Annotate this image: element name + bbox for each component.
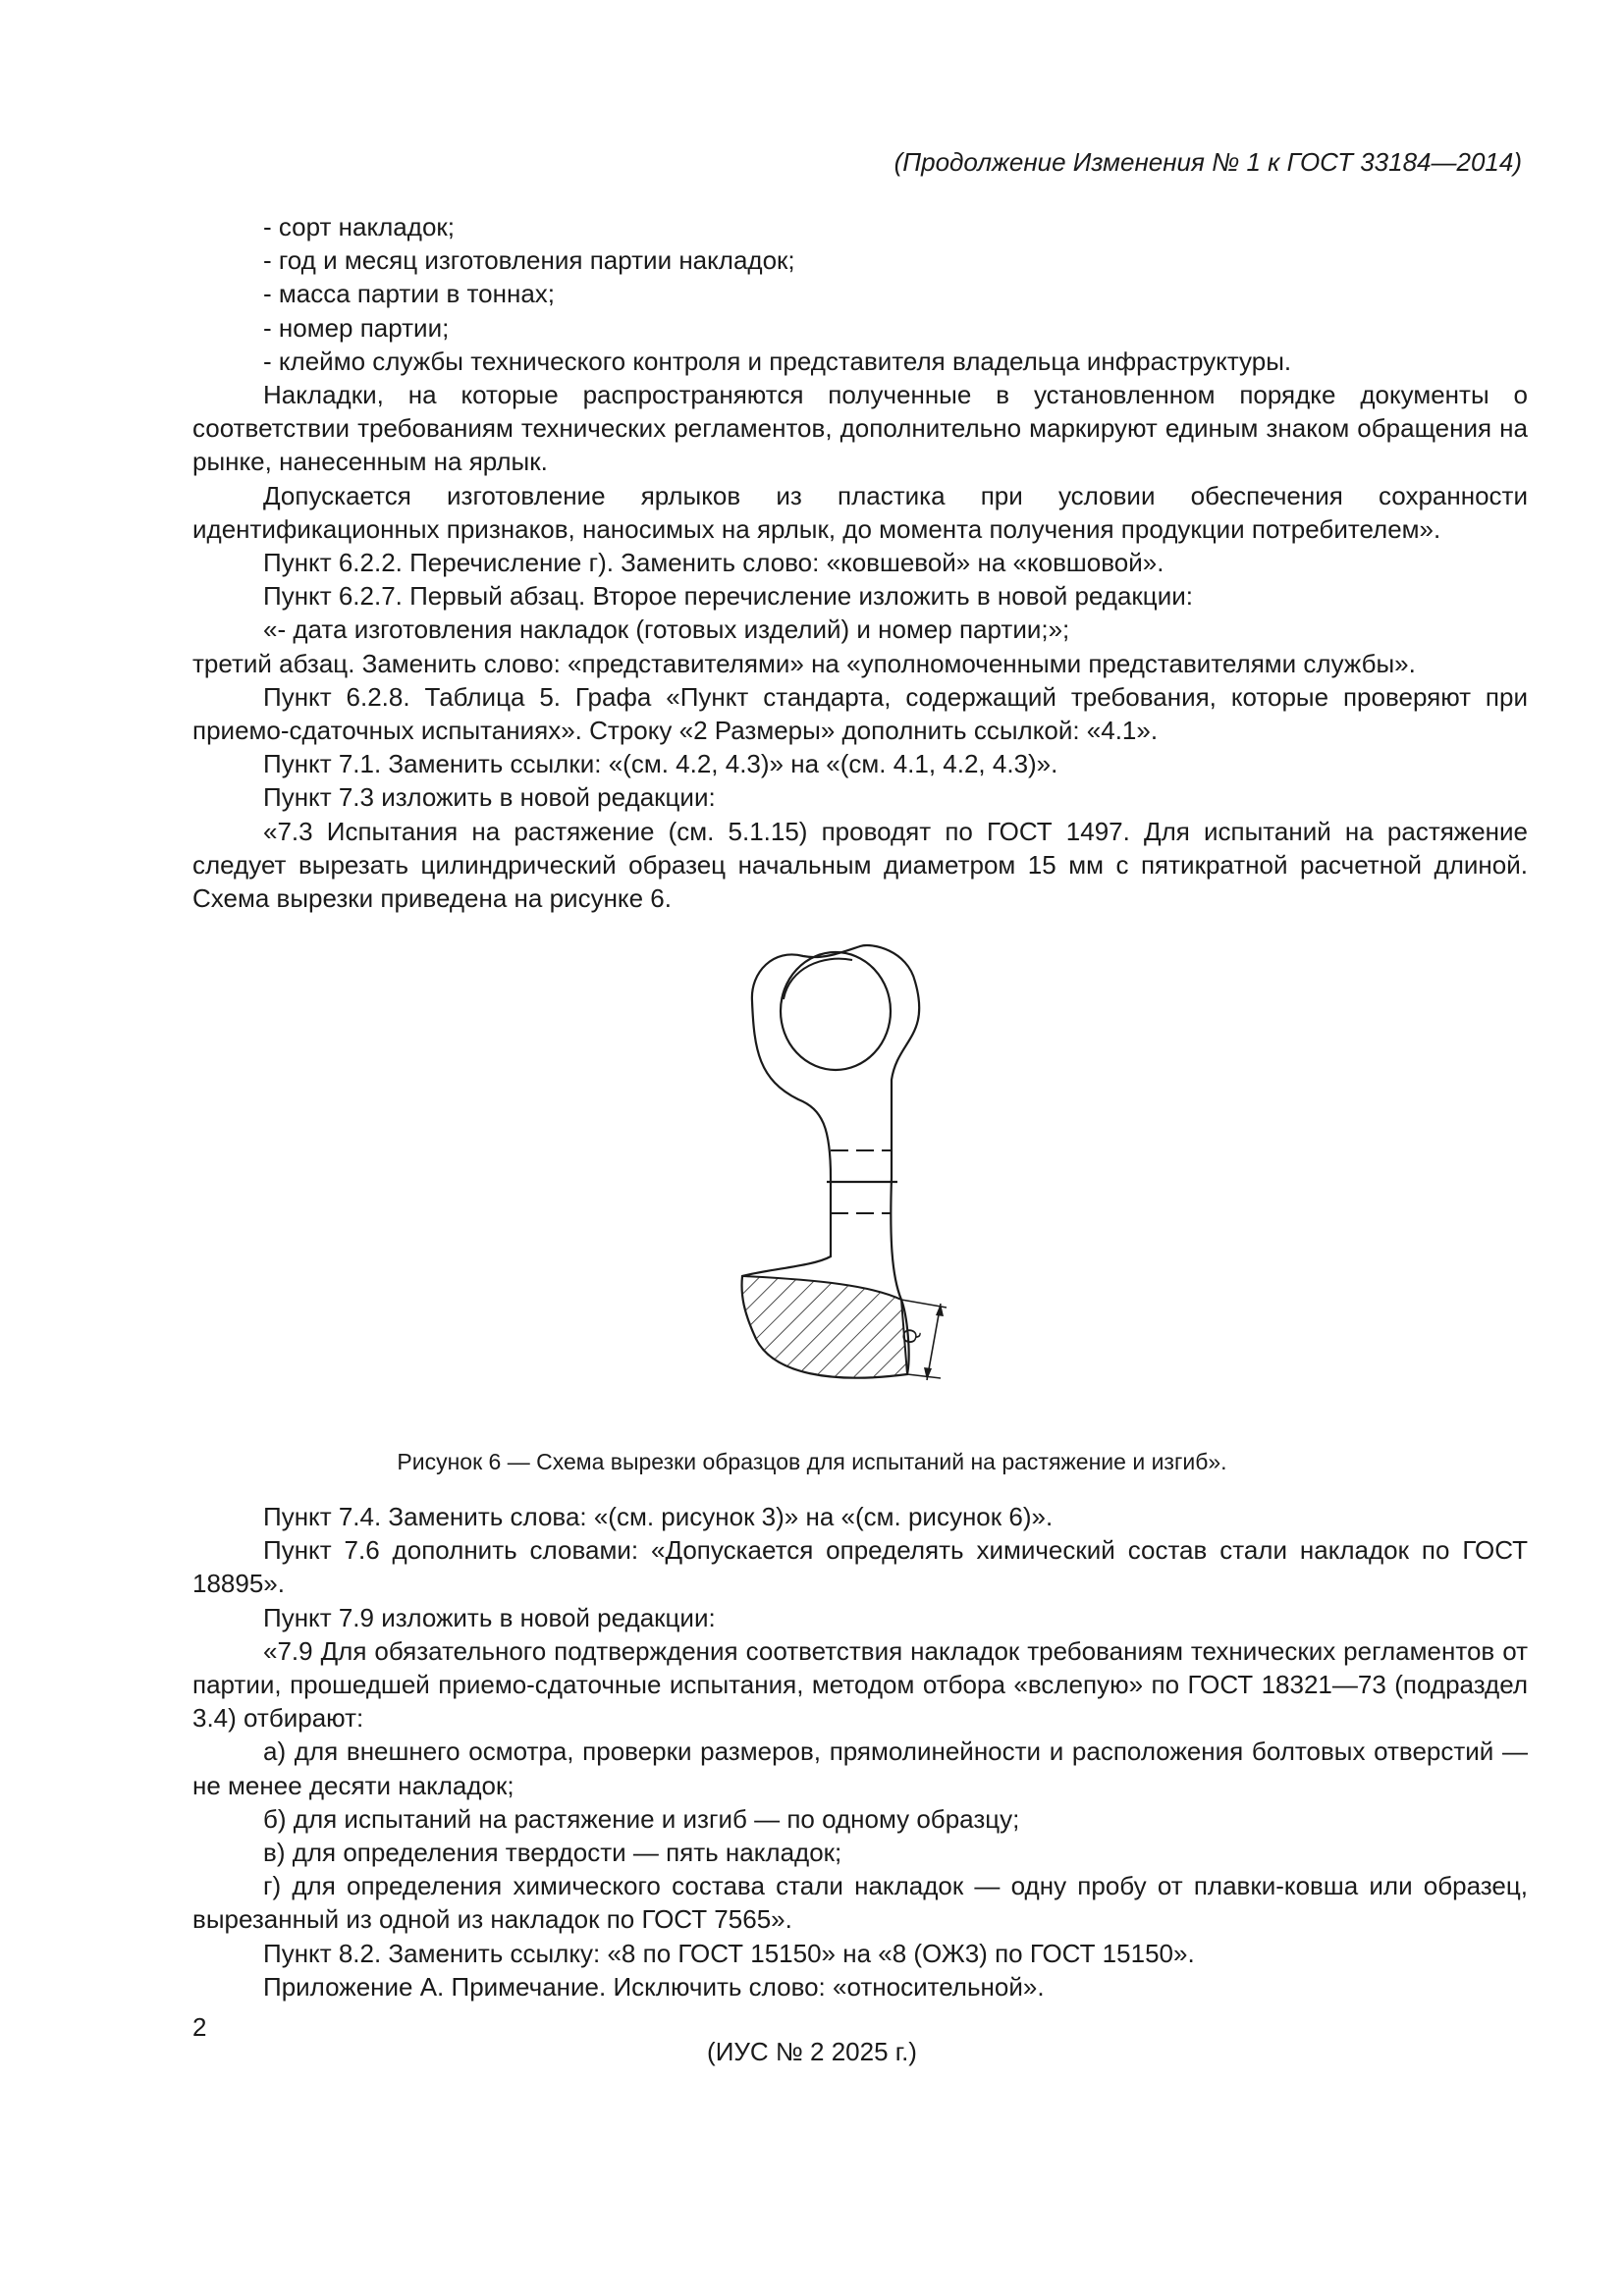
paragraph: «7.3 Испытания на растяжение (см. 5.1.15) проводят по ГОСТ 1497. Для испытаний на растяжение следует вырезать цилиндрический образец начальным диаметром 15 мм с пятикратной расчетной длиной. Схема вырезки приведена на рисунке 6. <box>192 816 1528 914</box>
paragraph: «- дата изготовления накладок (готовых изделий) и номер партии;»; <box>263 614 1070 645</box>
paragraph: г) для определения химического состава стали накладок — одну пробу от плавки-ковша или образец, вырезанный из одной из накладок по ГОСТ 7565». <box>192 1871 1528 1935</box>
paragraph: - клеймо службы технического контроля и представителя владельца инфраструктуры. <box>263 346 1292 376</box>
figure-6-cutting-scheme <box>705 942 1000 1414</box>
paragraph: Пункт 6.2.7. Первый абзац. Второе перечисление изложить в новой редакции: <box>263 581 1193 612</box>
ius-reference: (ИУС № 2 2025 г.) <box>707 2037 917 2066</box>
paragraph: Допускается изготовление ярлыков из пластика при условии обеспечения сохранности идентификационных признаков, наносимых на ярлык, до момента получения продукции потребителем». <box>192 480 1528 544</box>
paragraph: Пункт 7.1. Заменить ссылки: «(см. 4.2, 4.3)» на «(см. 4.1, 4.2, 4.3)». <box>263 749 1058 779</box>
paragraph: Пункт 7.9 изложить в новой редакции: <box>263 1602 716 1632</box>
paragraph: - год и месяц изготовления партии накладок; <box>263 245 795 276</box>
paragraph: Приложение А. Примечание. Исключить слово: «относительной». <box>263 1971 1045 2002</box>
head-circle <box>781 952 891 1070</box>
paragraph: Пункт 8.2. Заменить ссылку: «8 по ГОСТ 15150» на «8 (ОЖ3) по ГОСТ 15150». <box>263 1938 1195 1968</box>
continuation-header: (Продолжение Изменения № 1 к ГОСТ 33184—2014) <box>893 147 1522 177</box>
hatched-section <box>734 1266 921 1394</box>
page-number: 2 <box>192 2012 207 2042</box>
paragraph: Пункт 7.4. Заменить слова: «(см. рисунок 3)» на «(см. рисунок 6)». <box>263 1502 1054 1531</box>
figure-caption: Рисунок 6 — Схема вырезки образцов для испытаний на растяжение и изгиб». <box>397 1449 1227 1474</box>
paragraph: Пункт 6.2.2. Перечисление г). Заменить слово: «ковшевой» на «ковшовой». <box>263 548 1164 578</box>
dimension-label: Q <box>898 1326 923 1346</box>
paragraph: - масса партии в тоннах; <box>263 279 556 309</box>
paragraph: третий абзац. Заменить слово: «представителями» на «уполномоченными представителями службы». <box>192 648 1416 678</box>
paragraph: - сорт накладок; <box>263 212 455 241</box>
paragraph: Пункт 6.2.8. Таблица 5. Графа «Пункт стандарта, содержащий требования, которые проверяют при приемо-сдаточных испытаниях». Строку «2 Размеры» дополнить ссылкой: «4.1». <box>192 681 1528 746</box>
paragraph: б) для испытаний на растяжение и изгиб — по одному образцу; <box>263 1803 1020 1834</box>
paragraph: в) для определения твердости — пять накладок; <box>263 1838 842 1868</box>
paragraph: - номер партии; <box>263 312 450 343</box>
text-block-top <box>192 210 1528 915</box>
paragraph: Пункт 7.6 дополнить словами: «Допускается определять химический состав стали накладок по ГОСТ 18895». <box>192 1535 1528 1599</box>
paragraph: а) для внешнего осмотра, проверки размеров, прямолинейности и расположения болтовых отверстий — не менее десяти накладок; <box>192 1736 1528 1800</box>
text-block-bottom <box>192 1500 1528 2003</box>
paragraph: Накладки, на которые распространяются полученные в установленном порядке документы о соответствии требованиям технических регламентов, дополнительно маркируют единым знаком обращения на рынке, нанесенным на ярлык. <box>192 380 1528 477</box>
paragraph: Пункт 7.3 изложить в новой редакции: <box>263 782 716 813</box>
paragraph: «7.9 Для обязательного подтверждения соответствия накладок требованиям технических регламентов от партии, прошедшей приемо-сдаточные испытания, методом отбора «вслепую» по ГОСТ 18321—73 (подраздел 3.4) отбирают: <box>192 1635 1528 1734</box>
